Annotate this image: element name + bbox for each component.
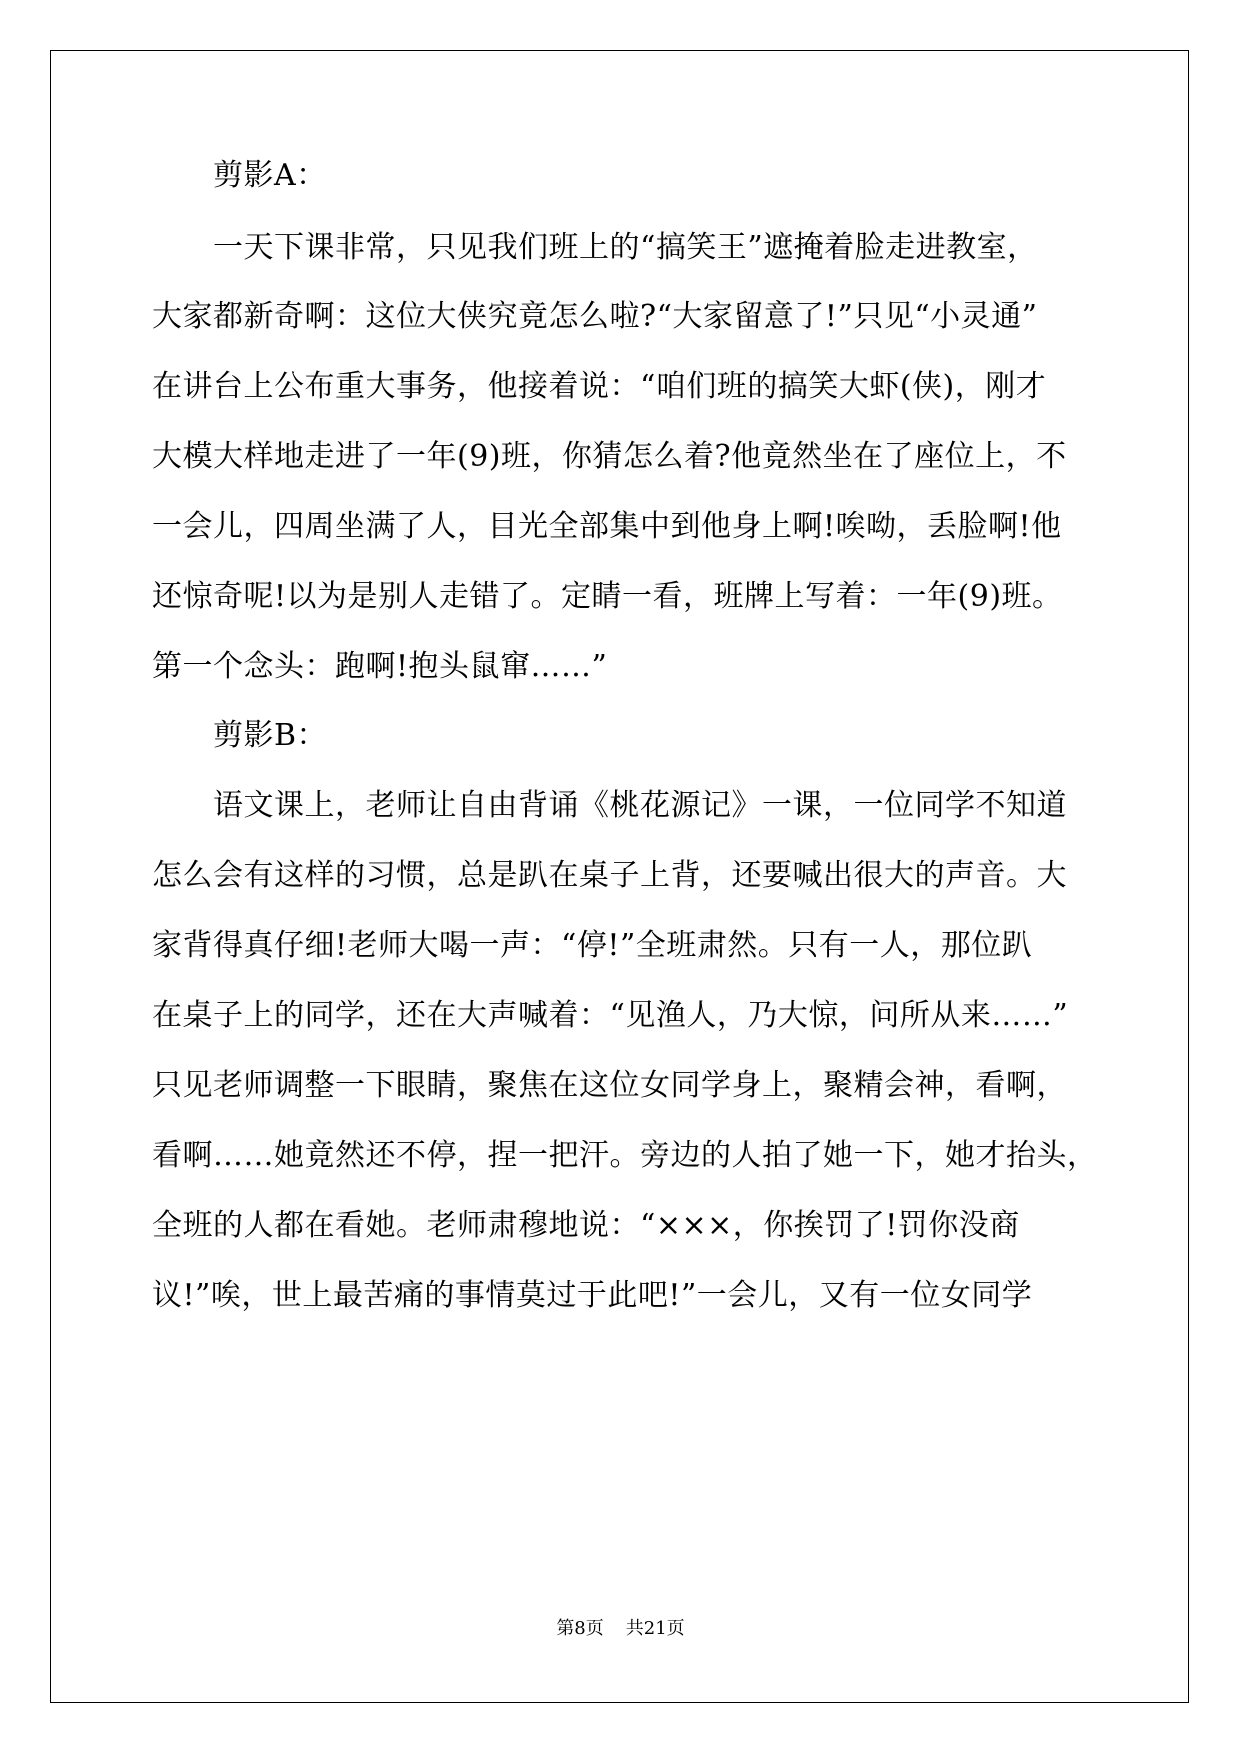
paragraph-line: 语文课上，老师让自由背诵《桃花源记》一课，一位同学不知道: [213, 788, 1067, 823]
paragraph-line: 一会儿，四周坐满了人，目光全部集中到他身上啊!唉呦，丢脸啊!他: [152, 509, 1062, 544]
paragraph-line: 第一个念头：跑啊!抱头鼠窜……”: [152, 649, 608, 684]
paragraph-line: 家背得真仔细!老师大喝一声：“停!”全班肃然。只有一人，那位趴: [152, 928, 1033, 963]
paragraph-line: 一天下课非常，只见我们班上的“搞笑王”遮掩着脸走进教室，: [213, 230, 1038, 265]
page-number: 第8页: [556, 1618, 604, 1639]
paragraph-line: 在桌子上的同学，还在大声喊着：“见渔人，乃大惊，问所从来……”: [152, 998, 1069, 1033]
page-total: 共21页: [625, 1618, 685, 1639]
paragraph-line: 大模大样地走进了一年(9)班，你猜怎么着?他竟然坐在了座位上，不: [152, 439, 1067, 474]
paragraph-line: 看啊……她竟然还不停，捏一把汗。旁边的人拍了她一下，她才抬头，: [152, 1138, 1098, 1173]
paragraph-line: 怎么会有这样的习惯，总是趴在桌子上背，还要喊出很大的声音。大: [152, 858, 1067, 893]
paragraph-line: 只见老师调整一下眼睛，聚焦在这位女同学身上，聚精会神，看啊，: [152, 1068, 1067, 1103]
paragraph-line: 在讲台上公布重大事务，他接着说：“咱们班的搞笑大虾(侠)，刚才: [152, 369, 1047, 404]
heading-silhouette-a: 剪影A：: [213, 158, 327, 193]
paragraph-line: 议!”唉，世上最苦痛的事情莫过于此吧!”一会儿，又有一位女同学: [152, 1278, 1033, 1313]
paragraph-line: 全班的人都在看她。老师肃穆地说：“×××，你挨罚了!罚你没商: [152, 1208, 1020, 1243]
heading-silhouette-b: 剪影B：: [213, 718, 328, 753]
paragraph-line: 还惊奇呢!以为是别人走错了。定睛一看，班牌上写着：一年(9)班。: [152, 579, 1063, 614]
page-footer: [0, 1617, 1241, 1641]
paragraph-line: 大家都新奇啊：这位大侠究竟怎么啦?“大家留意了!”只见“小灵通”: [152, 299, 1038, 334]
